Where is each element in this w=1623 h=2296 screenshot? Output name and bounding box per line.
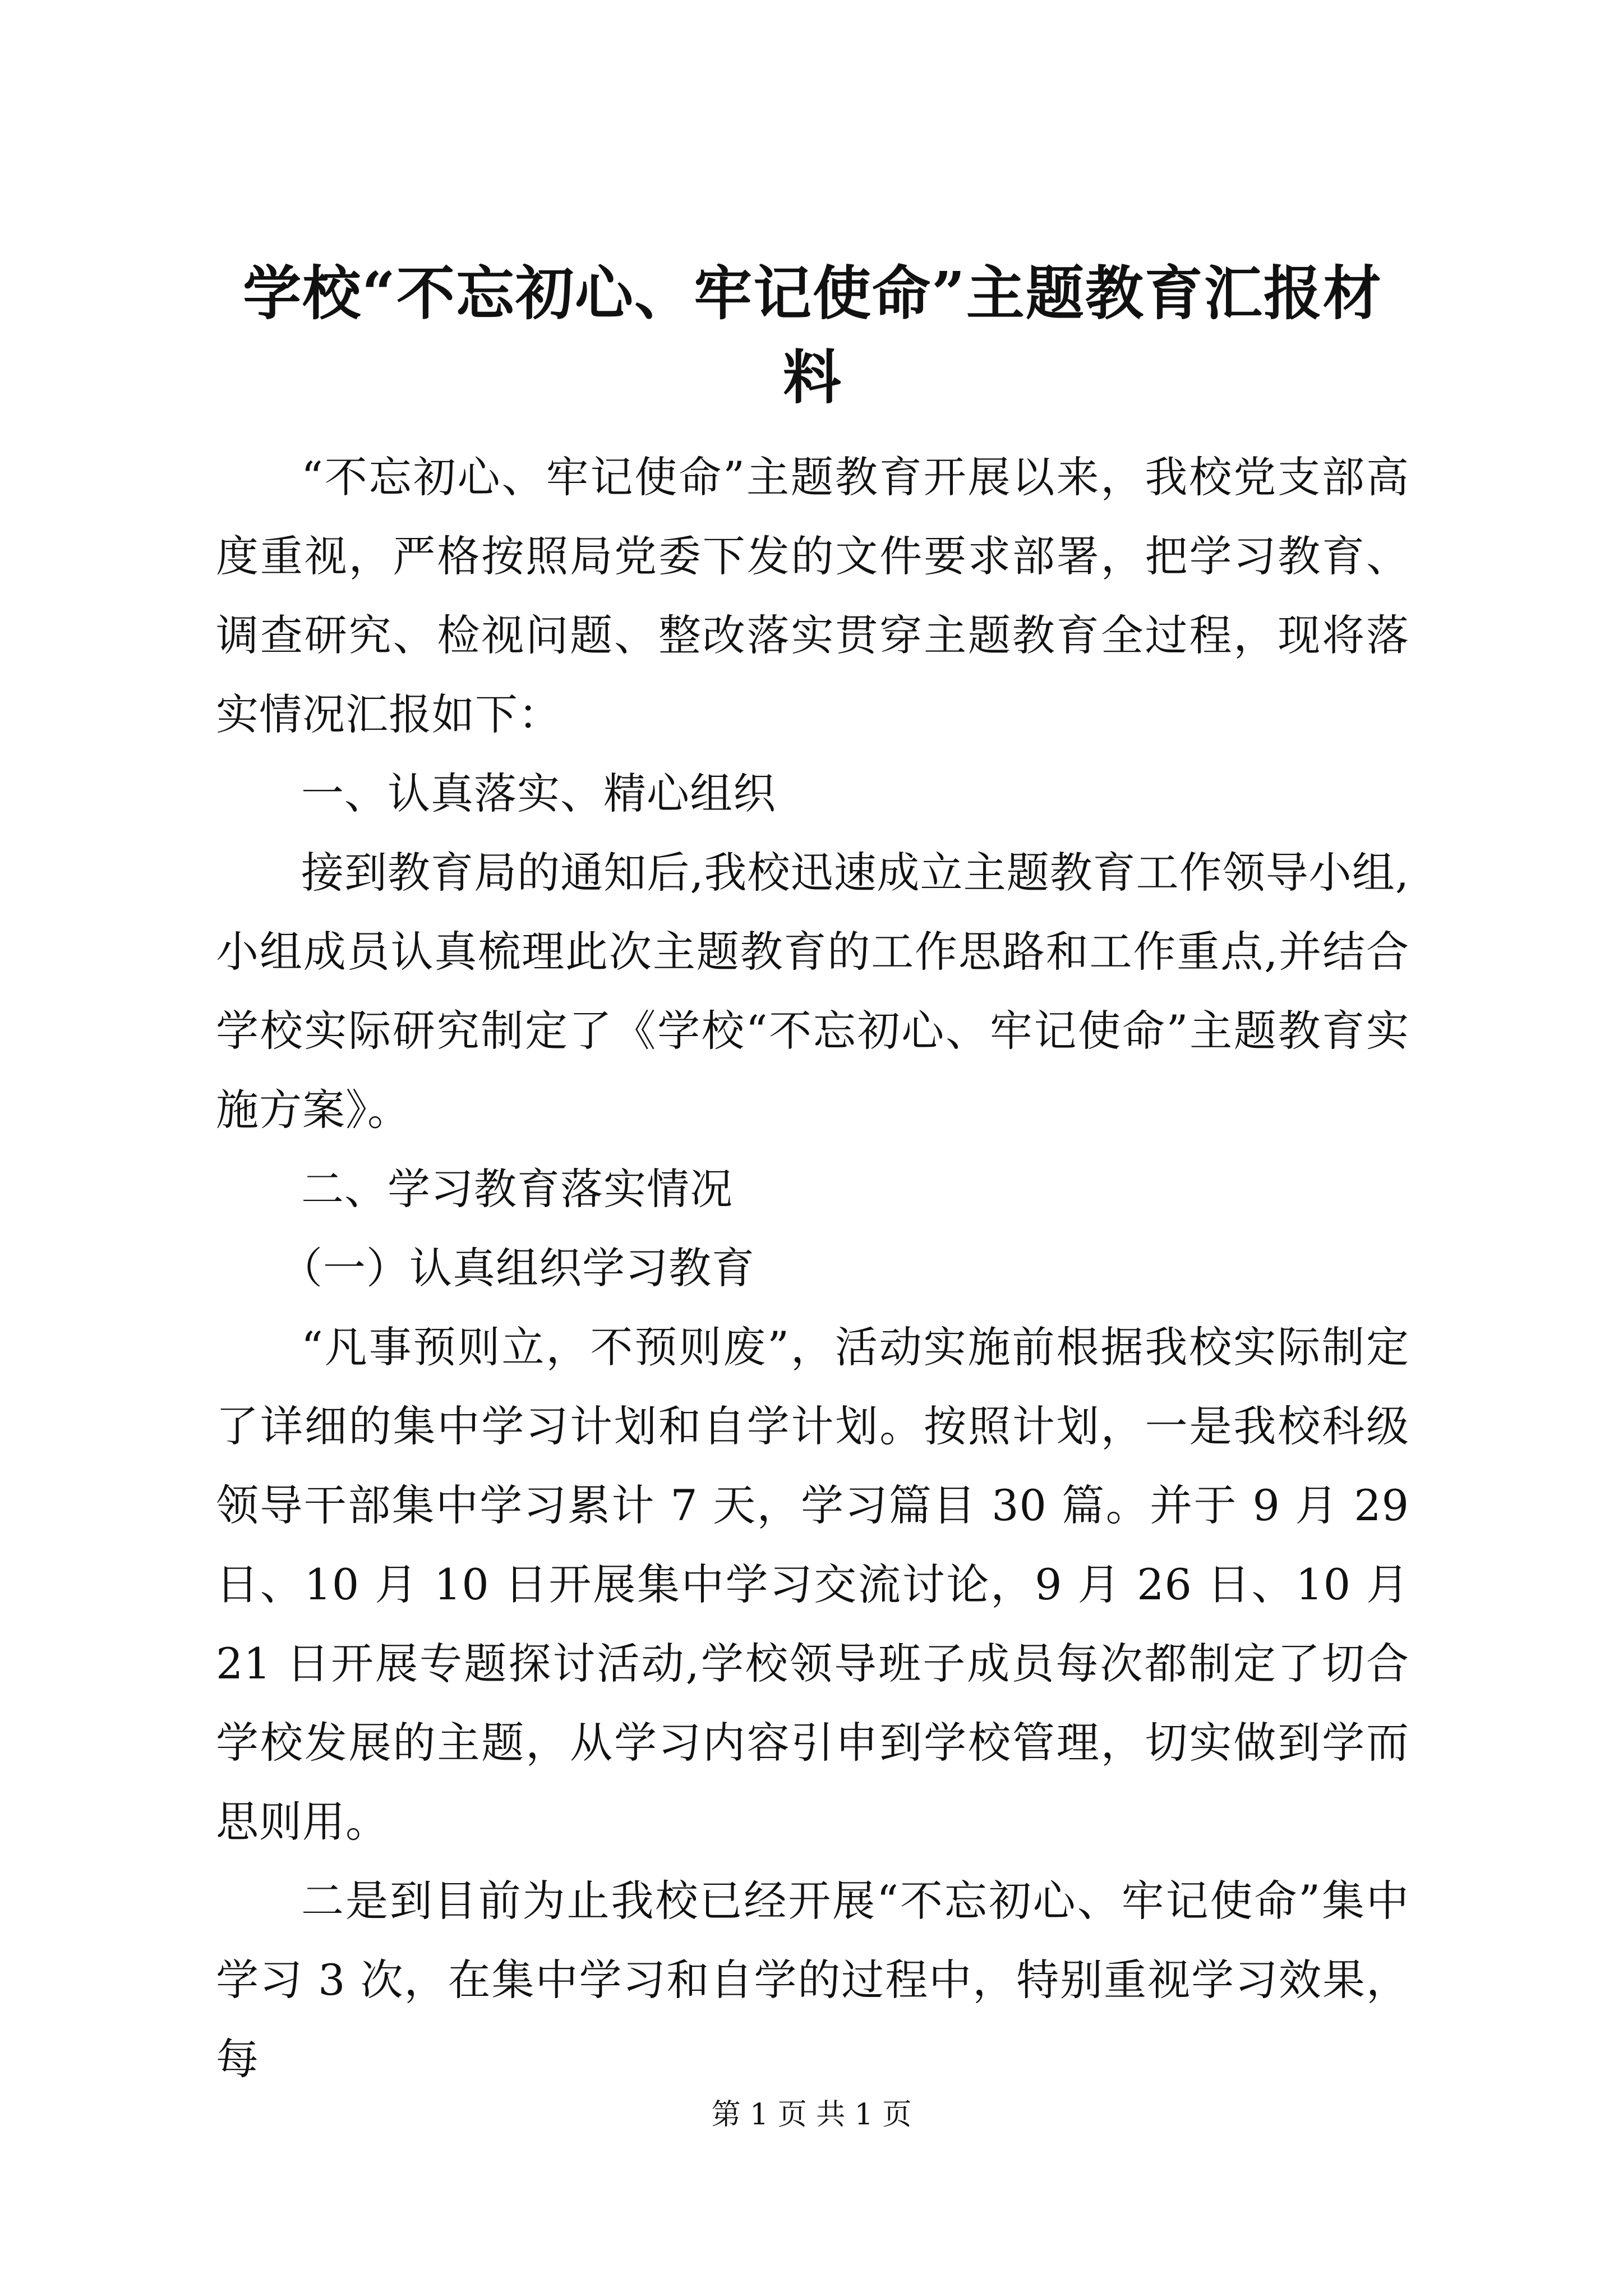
section-heading-2: 二、学习教育落实情况 [301,1164,733,1214]
section-1-paragraph: 接到教育局的通知后,我校迅速成立主题教育工作领导小组,小组成员认真梳理此次主题教育的工作思路和工作重点,并结合学校实际研究制定了《学校“不忘初心、牢记使命”主题教育实施方案》。 [216,848,1409,1135]
subsection-heading-1: （一）认真组织学习教育 [280,1243,755,1293]
document-content [216,251,1409,2099]
document-body [216,438,1409,2099]
section-heading-1: 一、认真落实、精心组织 [301,769,776,818]
document-title: 学校“不忘初心、牢记使命”主题教育汇报材料 [243,259,1382,412]
subsection-paragraph-1: “凡事预则立，不预则废”，活动实施前根据我校实际制定了详细的集中学习计划和自学计划。按照计划，一是我校科级领导干部集中学习累计 7 天，学习篇目 30 篇。并于 9 月 29 日、10 月 10 日开展集中学习交流讨论，9 月 26 日、10 月 21 日开展专题探讨活动,学校领导班子成员每次都制定了切合学校发展的主题，从学习内容引申到学校管理，切实做到学而思则用。 [216,1322,1409,1847]
subsection-paragraph-2: 二是到目前为止我校已经开展“不忘初心、牢记使命”集中学习 3 次，在集中学习和自学的过程中，特别重视学习效果，每 [216,1876,1409,2084]
page-footer: 第 1 页 共 1 页 [711,2098,912,2132]
intro-paragraph: “不忘初心、牢记使命”主题教育开展以来，我校党支部高度重视，严格按照局党委下发的文件要求部署，把学习教育、调查研究、检视问题、整改落实贯穿主题教育全过程，现将落实情况汇报如下： [216,452,1409,739]
